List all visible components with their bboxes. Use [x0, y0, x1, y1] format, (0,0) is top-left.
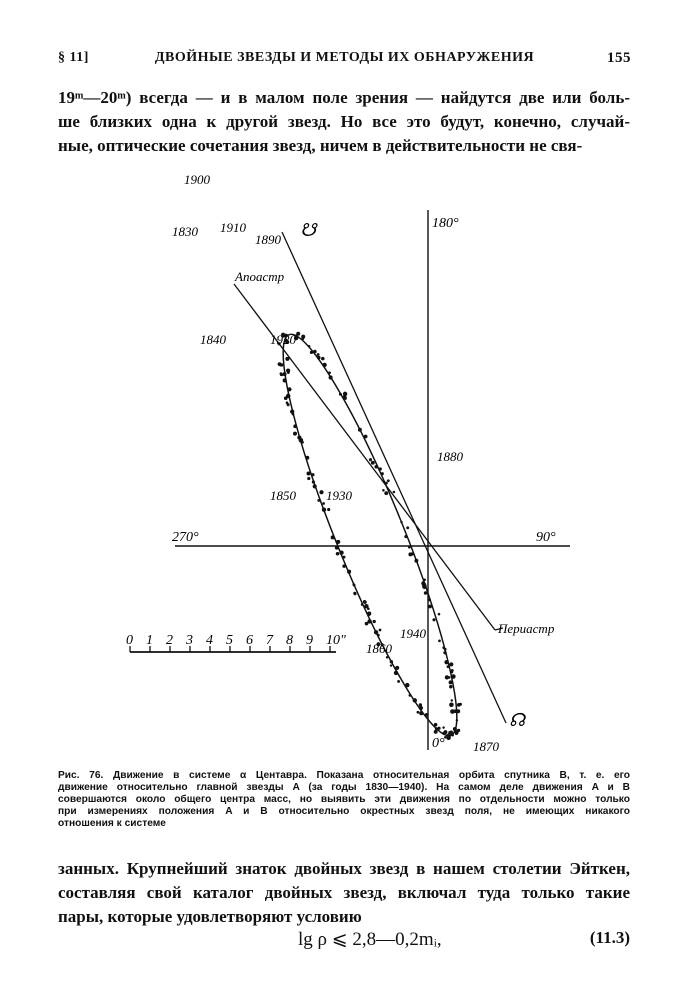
observation-dot [451, 671, 453, 673]
observation-dot [317, 499, 320, 502]
observation-dot [306, 471, 310, 475]
caption-line: отношения к системе [58, 818, 166, 829]
observation-dot [444, 660, 448, 664]
label-1840: 1840 [200, 332, 226, 347]
page-number: 155 [607, 50, 631, 66]
observation-dot [397, 680, 400, 683]
observation-dot [331, 535, 335, 539]
scale-ticks [126, 633, 346, 652]
text-line: ше близких одна к другой звезд. Но все это будут, конечно, случай- [58, 112, 630, 131]
observation-dot [313, 484, 317, 488]
observation-dot [417, 711, 420, 714]
observation-dot [387, 479, 390, 482]
observation-dot [400, 521, 402, 523]
observation-dot [336, 540, 340, 544]
observation-dot [317, 356, 321, 360]
observation-dot [336, 552, 339, 555]
observation-dot [419, 711, 423, 715]
observation-dot [307, 477, 310, 480]
observation-dot [428, 598, 431, 601]
observation-dot [457, 703, 461, 707]
observation-dot [301, 441, 304, 444]
observation-dot [312, 480, 315, 483]
observation-dot [358, 428, 362, 432]
paragraph-bottom [58, 857, 630, 929]
running-title: ДВОЙНЫЕ ЗВЕЗДЫ И МЕТОДЫ ИХ ОБНАРУЖЕНИЯ [154, 50, 535, 65]
label-1880: 1880 [437, 449, 463, 464]
observation-dot [435, 727, 438, 730]
observation-dot [278, 362, 282, 366]
observation-dot [408, 546, 411, 549]
formula-block [58, 928, 630, 954]
observation-dot [317, 353, 320, 356]
observation-dot [379, 629, 382, 632]
observation-dot [384, 491, 388, 495]
label-1870: 1870 [473, 739, 499, 754]
observation-dot [390, 664, 392, 666]
observation-dot [310, 351, 313, 354]
observation-dot [327, 508, 330, 511]
observation-dot [284, 396, 288, 400]
label-1860: 1860 [366, 641, 392, 656]
observation-dot [339, 550, 343, 554]
observation-dot [305, 456, 309, 460]
observation-dot [395, 666, 399, 670]
observation-dot [374, 465, 378, 469]
observation-dot [381, 472, 384, 475]
observation-dot [293, 424, 297, 428]
text-line: пары, которые удовлетворяют условию [58, 907, 362, 926]
observation-dot [450, 731, 453, 734]
observation-dot [311, 473, 314, 476]
observation-dot [280, 372, 283, 375]
label-1910: 1910 [220, 220, 246, 235]
observation-dot [319, 490, 323, 494]
caption-line: совершаются около общего центра масс, но выявить эти движения по отдельности можно только [58, 794, 630, 805]
observation-dot [405, 683, 409, 687]
page-header [58, 50, 631, 72]
observation-dot [449, 662, 453, 666]
observation-dot [447, 665, 450, 668]
caption-line: при измерениях положения A и B относительно окрестных звезд поля, не имеющих никакого [58, 806, 630, 817]
observation-dot [283, 378, 287, 382]
observation-dot [365, 622, 369, 626]
observation-dot [411, 552, 414, 555]
observation-dot [347, 570, 351, 574]
caption-line: Рис. 76. Движение в системе α Центавра. Показана относительная орбита спутника B, т. е. его [58, 770, 630, 781]
observation-dot [434, 730, 438, 734]
scale-tick-label: 6 [246, 633, 253, 648]
observation-dot [342, 564, 346, 568]
scale-tick-label: 7 [266, 633, 273, 648]
observation-dot [301, 335, 305, 339]
observation-dot [449, 685, 452, 688]
observation-dot [413, 698, 417, 702]
observation-dot [353, 592, 356, 595]
observation-dot [456, 719, 458, 721]
observation-dot [290, 409, 294, 413]
observation-dot [287, 371, 290, 374]
observation-dot [373, 620, 376, 623]
observation-dot [419, 706, 423, 710]
observation-dot [456, 709, 460, 713]
observation-dot [443, 651, 446, 654]
observation-dot [335, 546, 339, 550]
observation-dot [283, 372, 287, 376]
scale-tick-label: 3 [186, 633, 193, 648]
scale-tick-label: 0 [126, 633, 133, 648]
scale-tick-label: 1 [146, 633, 153, 648]
observation-dot [442, 726, 444, 728]
observation-dot [451, 699, 453, 701]
observation-dot [449, 703, 454, 708]
scale-tick-label: 2 [166, 633, 173, 648]
observation-dot [343, 395, 347, 399]
text-line: ные, оптические сочетания звезд, ничем в действительности не свя- [58, 136, 583, 155]
observation-dot [322, 363, 326, 367]
observation-dot [414, 559, 418, 563]
observation-dot [285, 357, 289, 361]
observation-dot [394, 671, 398, 675]
label-1850: 1850 [270, 488, 296, 503]
observation-dot [364, 435, 368, 439]
observation-dot [409, 694, 412, 697]
observation-dot [329, 375, 333, 379]
observation-dot [313, 350, 317, 354]
label-1900: 1900 [184, 172, 210, 187]
axis-label-right: 90° [536, 530, 556, 545]
observation-dot [379, 467, 382, 470]
scale-tick-label: 5 [226, 633, 233, 648]
observation-dot [367, 607, 370, 610]
text-line: занных. Крупнейший знаток двойных звезд в нашем столетии Эйткен, [58, 859, 630, 878]
axis-label-top: 180° [432, 216, 459, 231]
observation-dot [451, 734, 454, 737]
observation-dot [449, 680, 453, 684]
observation-dot [343, 556, 346, 559]
label-1920: 1920 [270, 332, 296, 347]
observation-dot [361, 603, 364, 606]
text-line: 19ᵐ—20ᵐ) всегда — и в малом поле зрения — найдутся две или боль- [58, 88, 630, 107]
observation-dot [371, 461, 375, 465]
observation-dot [390, 660, 393, 663]
observation-dot [422, 583, 427, 588]
observation-dot [363, 600, 366, 603]
observation-dot [438, 640, 441, 643]
caption-line: движение относительно главной звезды A (за годы 1830—1940). На самом деле движения A и B [58, 782, 630, 793]
observation-dot [339, 393, 342, 396]
observation-dot [321, 357, 325, 361]
ascending-node-symbol: ☊ [509, 710, 525, 730]
observation-dot [287, 403, 290, 406]
observation-dot [353, 583, 356, 586]
label-1830: 1830 [172, 224, 198, 239]
scale-tick-label: 10" [326, 633, 346, 648]
observation-dot [457, 729, 460, 732]
observation-dot [404, 535, 407, 538]
observation-dot [377, 634, 380, 637]
observation-dot [322, 508, 326, 512]
observation-dot [428, 605, 432, 609]
observation-dot [369, 458, 372, 461]
orbit-ellipse [258, 322, 483, 748]
observation-dot [423, 578, 426, 581]
scale-bar [126, 633, 346, 652]
observation-dot [382, 489, 385, 492]
observation-dot [328, 371, 331, 374]
observation-dot [424, 591, 428, 595]
label-1940: 1940 [400, 626, 426, 641]
observation-dot [393, 491, 396, 494]
observation-dot [385, 482, 388, 485]
text-line: составляя свой каталог двойных звезд, включал туда только такие [58, 883, 630, 902]
label-1930: 1930 [326, 488, 352, 503]
figure-caption [58, 770, 630, 830]
line-of-nodes [282, 232, 506, 723]
observation-points [278, 332, 462, 740]
scale-tick-label: 4 [206, 633, 213, 648]
observation-dot [438, 613, 441, 616]
observation-dot [293, 432, 297, 436]
formula-number: (11.3) [589, 928, 630, 947]
observation-dot [322, 502, 325, 505]
observation-dot [386, 656, 388, 658]
observation-dot [454, 731, 457, 734]
observation-dot [434, 723, 438, 727]
observation-dot [446, 733, 451, 738]
scale-tick-label: 8 [286, 633, 293, 648]
observation-dot [374, 630, 378, 634]
observation-dot [308, 345, 311, 348]
observation-dot [406, 526, 409, 529]
observation-dot [367, 612, 371, 616]
observation-dot [445, 675, 449, 679]
orbit-figure [110, 160, 590, 760]
observation-dot [287, 387, 291, 391]
observation-dot [437, 727, 440, 730]
label-1890: 1890 [255, 232, 281, 247]
observation-dot [425, 713, 429, 717]
scale-tick-label: 9 [306, 633, 313, 648]
axis-label-left: 270° [172, 530, 199, 545]
paragraph-top [58, 86, 630, 158]
section-ref: § 11] [58, 50, 89, 65]
axis-label-bottom: 0° [432, 736, 445, 751]
observation-dot [442, 646, 445, 649]
observation-dot [451, 674, 456, 679]
observation-dot [432, 618, 435, 621]
descending-node-symbol: ☋ [300, 220, 316, 240]
label-apoastron: Апоастр [235, 269, 285, 284]
label-periastron: Периастр [498, 621, 555, 636]
observation-dot [443, 730, 447, 734]
formula-expression: lg ρ ⩽ 2,8—0,2mᵢ, [298, 929, 442, 950]
